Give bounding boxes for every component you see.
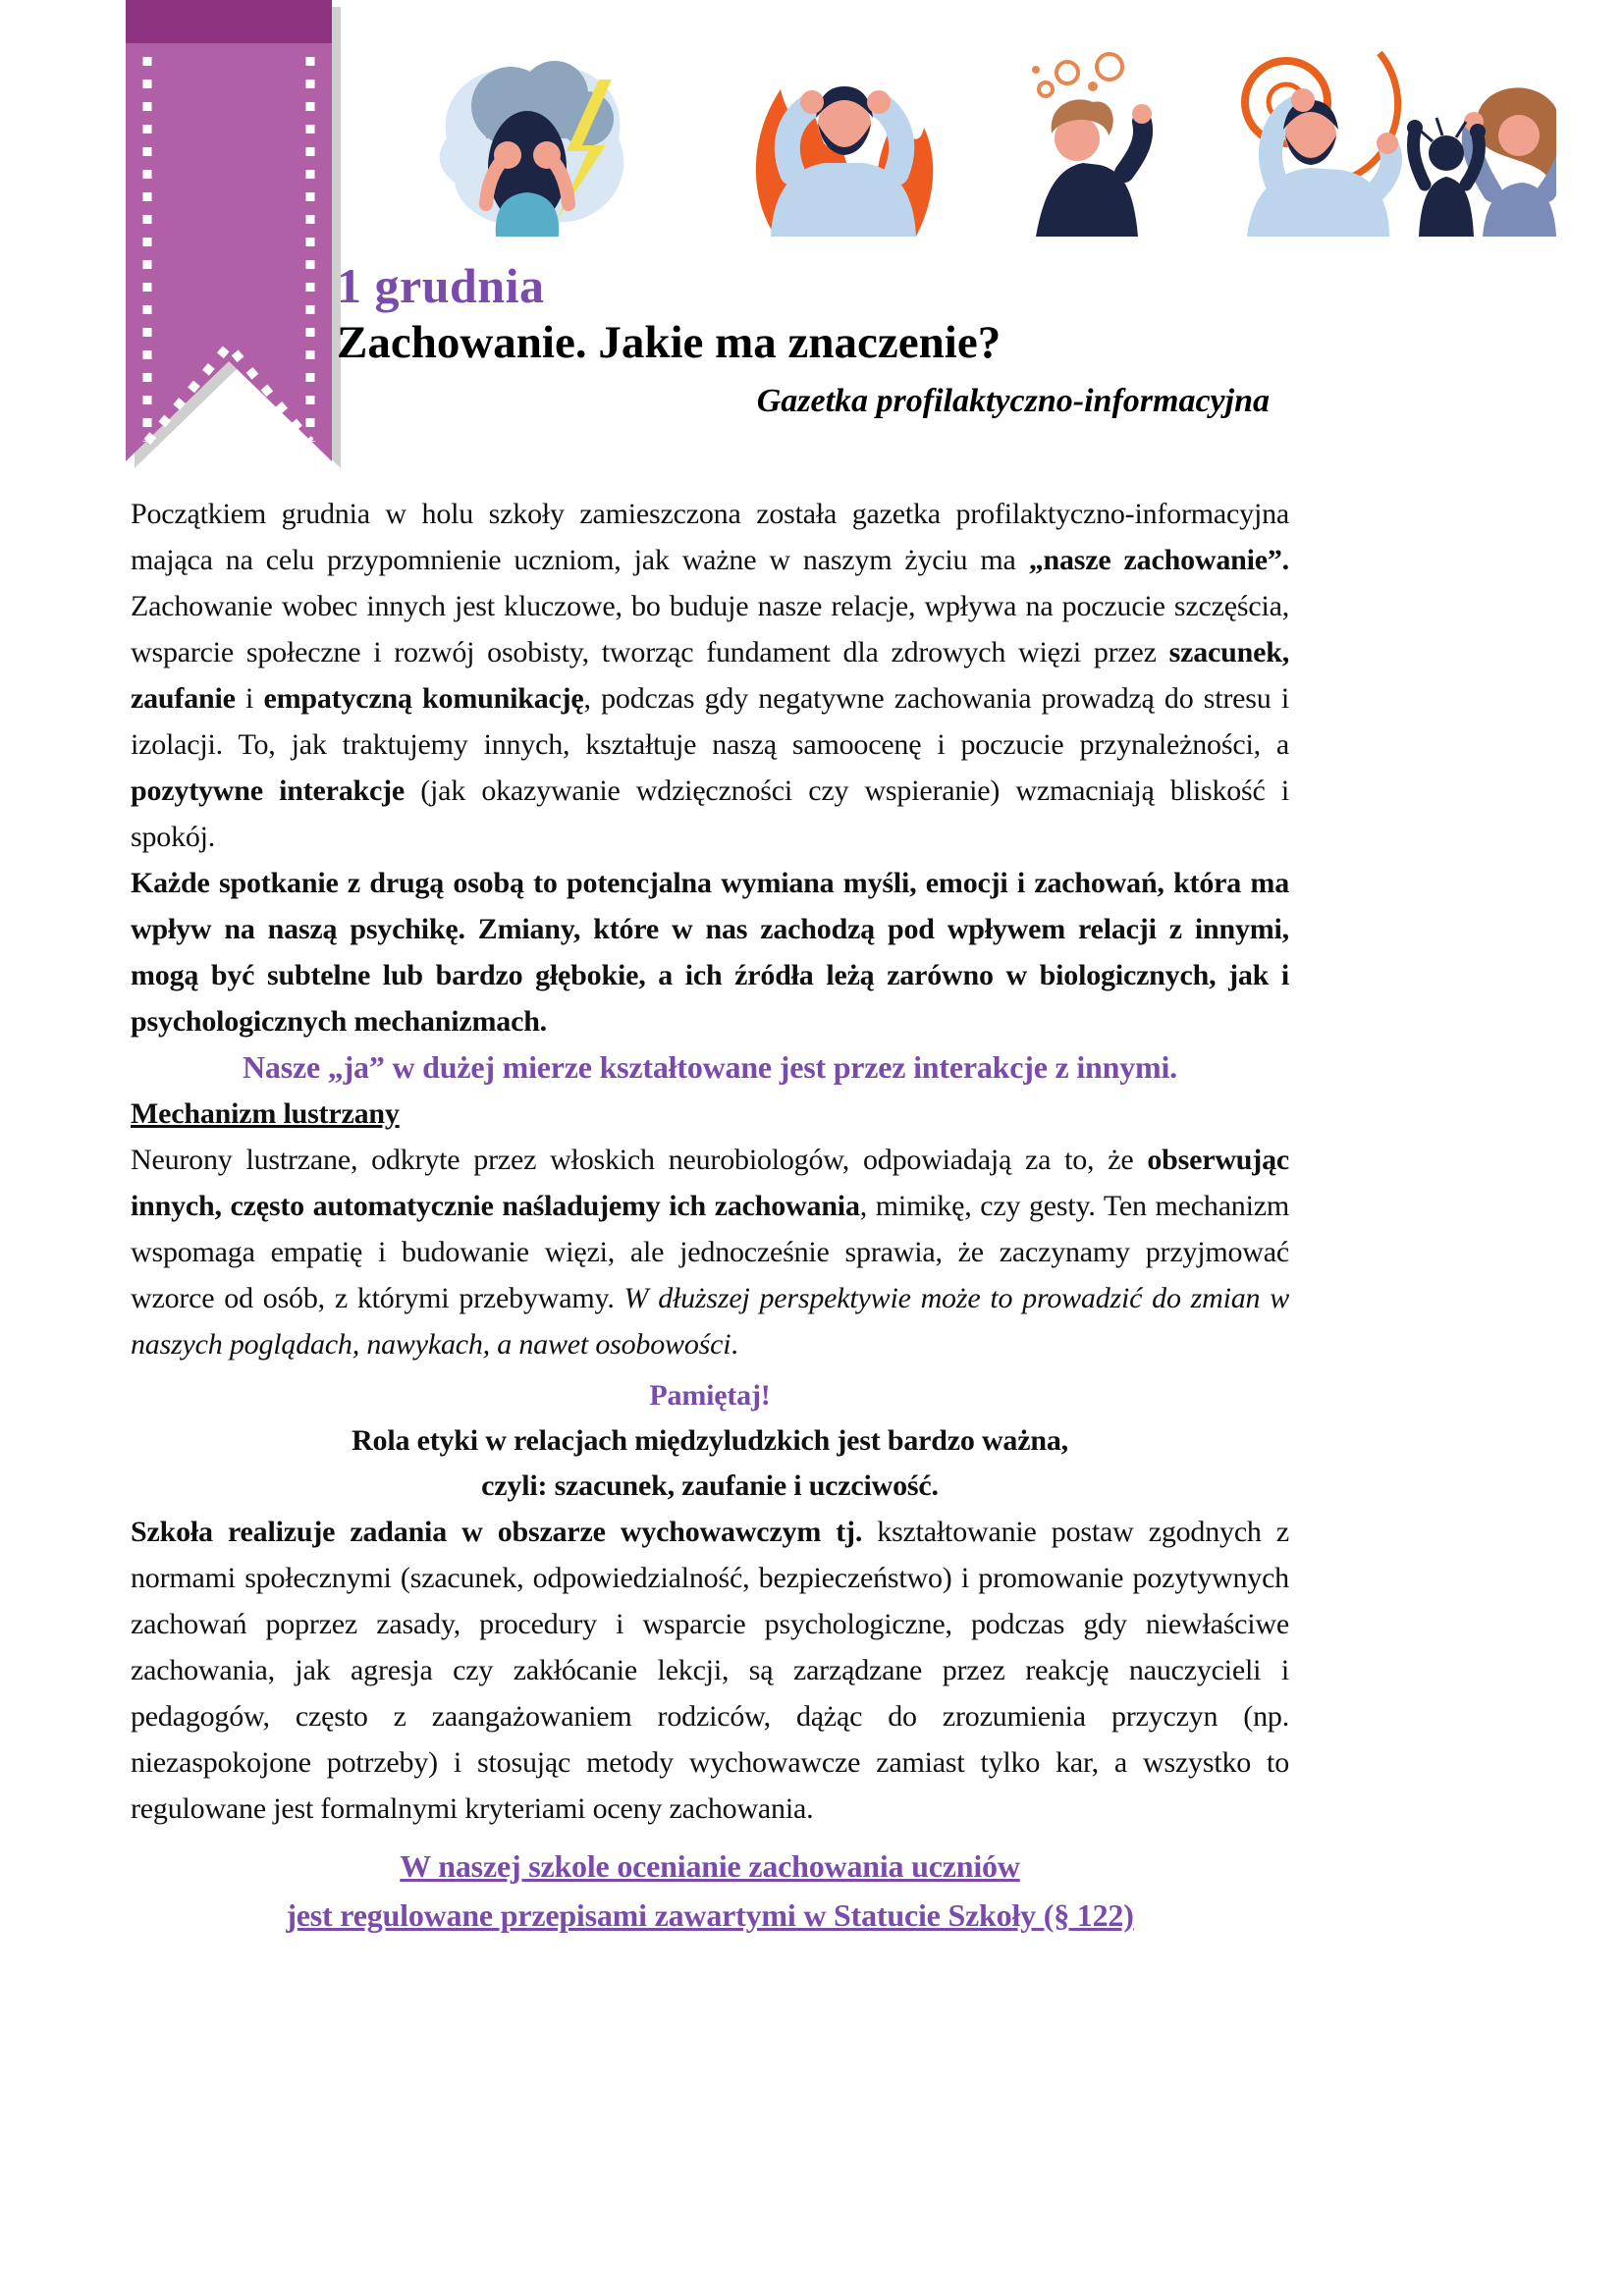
mirror-neurons-paragraph: Neurony lustrzane, odkryte przez włoskich neurobiologów, odpowiadają za to, że obserwując innych, często automatycznie naśladujemy ich zachowania, mimikę, czy gesty. Ten mechanizm wspomaga empatię i budowanie więzi, ale jednocześnie sprawia, że zaczynamy przyjmować wzorce od osób, z którymi przebywamy. W dłuższej perspektywie może to prowadzić do zmian w naszych poglądach, nawykach, a nawet osobowości. <box>131 1144 1289 1361</box>
figure-man-headache-spiral <box>1245 53 1398 237</box>
purple-emphasis-line: Nasze „ja” w dużej mierze kształtowane jest przez interakcje z innymi. <box>243 1049 1177 1085</box>
remember-block <box>131 1373 1289 1509</box>
stressed-people-illustration <box>417 45 1556 237</box>
silhouette-figure <box>1407 118 1486 237</box>
figure-woman-storm-cloud <box>440 61 624 237</box>
statute-footer <box>131 1842 1289 1940</box>
page-subtitle: Gazetka profilaktyczno-informacyjna <box>756 383 1270 419</box>
article-body <box>131 491 1289 1940</box>
remember-line-1: Rola etyki w relacjach międzyludzkich jest bardzo ważna, <box>352 1424 1068 1457</box>
remember-line-2: czyli: szacunek, zaufanie i uczciwość. <box>481 1469 939 1502</box>
school-tasks-paragraph: Szkoła realizuje zadania w obszarze wychowawczym tj. kształtowanie postaw zgodnych z normami społecznymi (szacunek, odpowiedzialność, bezpieczeństwo) i promowanie pozytywnych zachowań poprzez zasady, procedury i wsparcie psychologiczne, podczas gdy niewłaściwe zachowania, jak agresja czy zakłócanie lekcji, są zarządzane przez reakcję nauczycieli i pedagogów, często z zaangażowaniem rodziców, dążąc do zrozumienia przyczyn (np. niezaspokojone potrzeby) i stosując metody wychowawcze zamiast tylko kar, a wszystko to regulowane jest formalnymi kryteriami oceny zachowania. <box>131 1516 1289 1825</box>
bold-meeting-paragraph: Każde spotkanie z drugą osobą to potencjalna wymiana myśli, emocji i zachowań, która ma wpływ na naszą psychikę. Zmiany, które w nas zachodzą pod wpływem relacji z innymi, mogą być subtelne lub bardzo głębokie, a ich źródła leżą zarówno w biologicznych, jak i psychologicznych mechanizmach. <box>131 867 1289 1038</box>
remember-title: Pamiętaj! <box>649 1379 771 1412</box>
footer-statute-line-1: W naszej szkole ocenianie zachowania uczniów <box>400 1848 1020 1884</box>
footer-statute-line-2: jest regulowane przepisami zawartymi w Statucie Szkoły (§ 122) <box>286 1897 1134 1933</box>
page-title: Zachowanie. Jakie ma znaczenie? <box>337 317 1001 368</box>
figure-panicked-pair <box>1407 87 1556 237</box>
section-heading-mirror-mechanism: Mechanizm lustrzany <box>131 1097 400 1130</box>
date-heading: 1 grudnia <box>337 258 545 313</box>
figure-dizzy-person-with-circles <box>1032 54 1152 237</box>
figure-man-in-flames <box>756 86 933 237</box>
intro-paragraph: Początkiem grudnia w holu szkoły zamieszczona została gazetka profilaktyczno-informacyjna mająca na celu przypomnienie uczniom, jak ważne w naszym życiu ma „nasze zachowanie”. Zachowanie wobec innych jest kluczowe, bo buduje nasze relacje, wpływa na poczucie szczęścia, wsparcie społeczne i rozwój osobisty, tworząc fundament dla zdrowych więzi przez szacunek, zaufanie i empatyczną komunikację, podczas gdy negatywne zachowania prowadzą do stresu i izolacji. To, jak traktujemy innych, kształtuje naszą samoocenę i poczucie przynależności, a pozytywne interakcje (jak okazywanie wdzięczności czy wspieranie) wzmacniają bliskość i spokój. <box>131 498 1289 853</box>
ribbon-top-band <box>126 0 332 43</box>
